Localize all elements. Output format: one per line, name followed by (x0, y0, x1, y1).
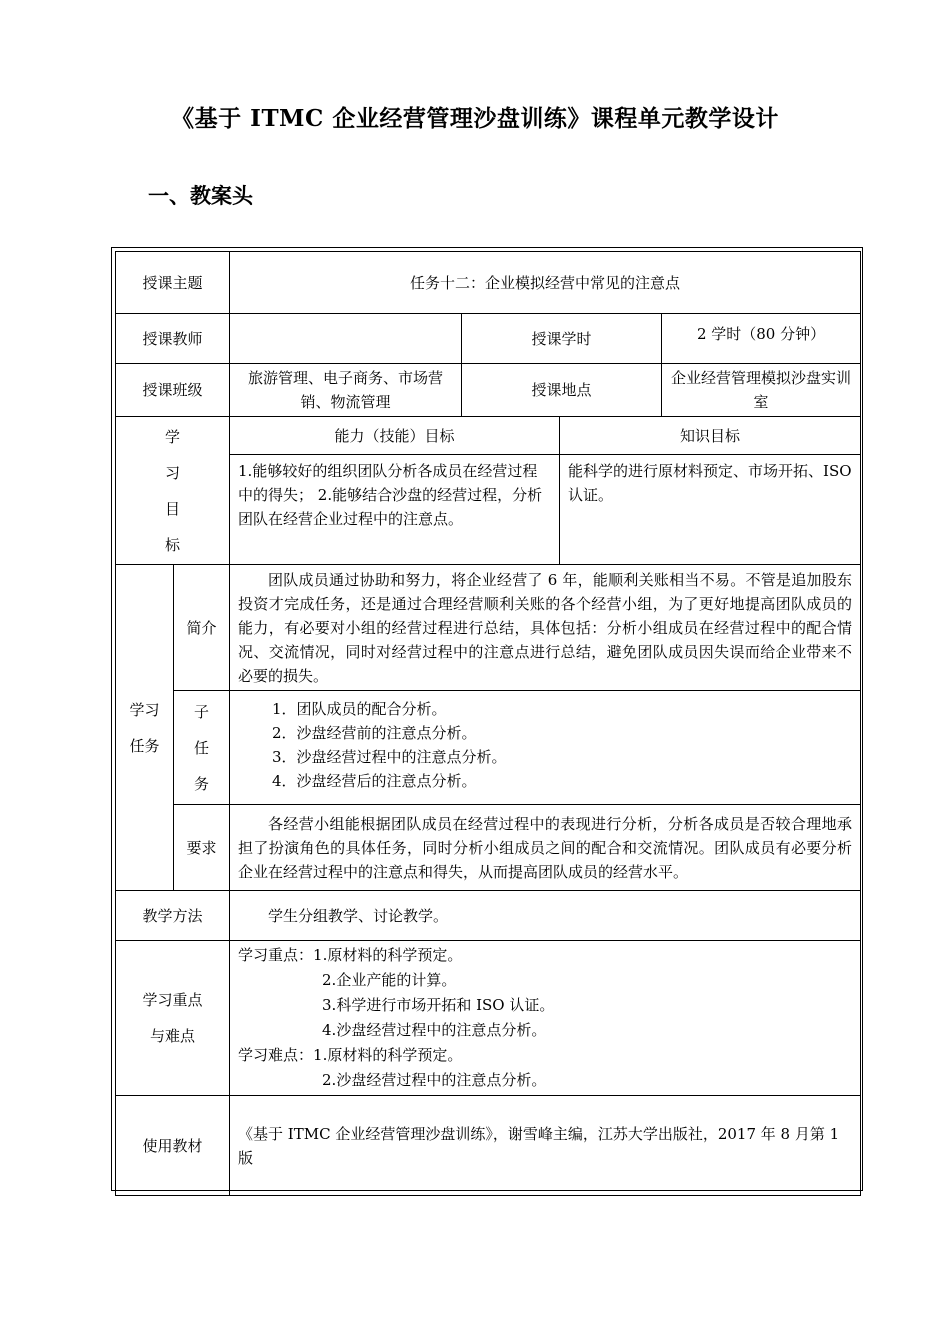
focus-line-2: 2.企业产能的计算。 (322, 971, 457, 989)
class-label: 授课班级 (116, 364, 230, 417)
focus-line-3: 3.科学进行市场开拓和 ISO 认证。 (322, 996, 555, 1014)
focus-line-1: 学习重点：1.原材料的科学预定。 (238, 946, 463, 964)
topic-label: 授课主题 (116, 252, 230, 314)
section-heading: 一、教案头 (148, 183, 253, 208)
intro-text: 团队成员通过协助和努力，将企业经营了 6 年，能顺利关账相当不易。不管是追加股东投资才完成任务，还是通过合理经营顺利关账的各个经营小组，为了更好地提高团队成员的能力，有必要对小组的经营过程进行总结，具体包括：分析小组成员在经营过程中的配合情况、交流情况，同时对经营过程中的注意点进行总结，避免团队成员因失误而给企业带来不必要的损失。 (230, 565, 861, 691)
goals-label: 学 习 目 标 (116, 417, 230, 565)
subtasks-list (230, 691, 861, 805)
requirements-label: 要求 (174, 805, 230, 891)
document-title: 《基于 ITMC 企业经营管理沙盘训练》课程单元教学设计 (171, 105, 779, 132)
textbook-label: 使用教材 (116, 1096, 230, 1196)
focus-line-4: 4.沙盘经营过程中的注意点分析。 (322, 1021, 547, 1039)
lesson-plan-table (115, 251, 861, 1196)
list-item: 2．沙盘经营前的注意点分析。 (272, 724, 477, 742)
method-value: 学生分组教学、讨论教学。 (230, 891, 861, 941)
row-goals-header (116, 417, 861, 455)
teacher-label: 授课教师 (116, 314, 230, 364)
keypoints-content (230, 941, 861, 1096)
subtasks-label: 子 任 务 (174, 691, 230, 805)
tasks-label: 学习 任务 (116, 565, 174, 891)
ability-text: 1.能够较好的组织团队分析各成员在经营过程中的得失； 2.能够结合沙盘的经营过程，分析团队在经营企业过程中的注意点。 (230, 455, 560, 565)
knowledge-text: 能科学的进行原材料预定、市场开拓、ISO 认证。 (560, 455, 861, 565)
row-tasks-intro (116, 565, 861, 691)
row-class (116, 364, 861, 417)
hours-label: 授课学时 (462, 314, 662, 364)
list-item: 4．沙盘经营后的注意点分析。 (272, 772, 477, 790)
list-item: 3．沙盘经营过程中的注意点分析。 (272, 748, 507, 766)
place-label: 授课地点 (462, 364, 662, 417)
row-teacher (116, 314, 861, 364)
class-value: 旅游管理、电子商务、市场营销、物流管理 (230, 364, 462, 417)
topic-value: 任务十二：企业模拟经营中常见的注意点 (230, 252, 861, 314)
keypoints-label: 学习重点 与难点 (116, 941, 230, 1096)
row-subtasks (116, 691, 861, 805)
row-textbook (116, 1096, 861, 1196)
difficulty-line-2: 2.沙盘经营过程中的注意点分析。 (322, 1071, 547, 1089)
hours-value: 2 学时（80 分钟） (662, 314, 861, 364)
method-label: 教学方法 (116, 891, 230, 941)
row-keypoints (116, 941, 861, 1096)
row-topic (116, 252, 861, 314)
requirements-text: 各经营小组能根据团队成员在经营过程中的表现进行分析，分析各成员是否较合理地承担了扮演角色的具体任务，同时分析小组成员之间的配合和交流情况。团队成员有必要分析企业在经营过程中的注意点和得失，从而提高团队成员的经营水平。 (230, 805, 861, 891)
difficulty-line-1: 学习难点：1.原材料的科学预定。 (238, 1046, 463, 1064)
teacher-value (230, 314, 462, 364)
row-method (116, 891, 861, 941)
list-item: 1．团队成员的配合分析。 (272, 700, 447, 718)
row-requirements (116, 805, 861, 891)
intro-label: 简介 (174, 565, 230, 691)
knowledge-header: 知识目标 (560, 417, 861, 455)
textbook-value: 《基于 ITMC 企业经营管理沙盘训练》，谢雪峰主编，江苏大学出版社，2017 年 8 月第 1 版 (230, 1096, 861, 1196)
place-value: 企业经营管理模拟沙盘实训室 (662, 364, 861, 417)
ability-header: 能力（技能）目标 (230, 417, 560, 455)
